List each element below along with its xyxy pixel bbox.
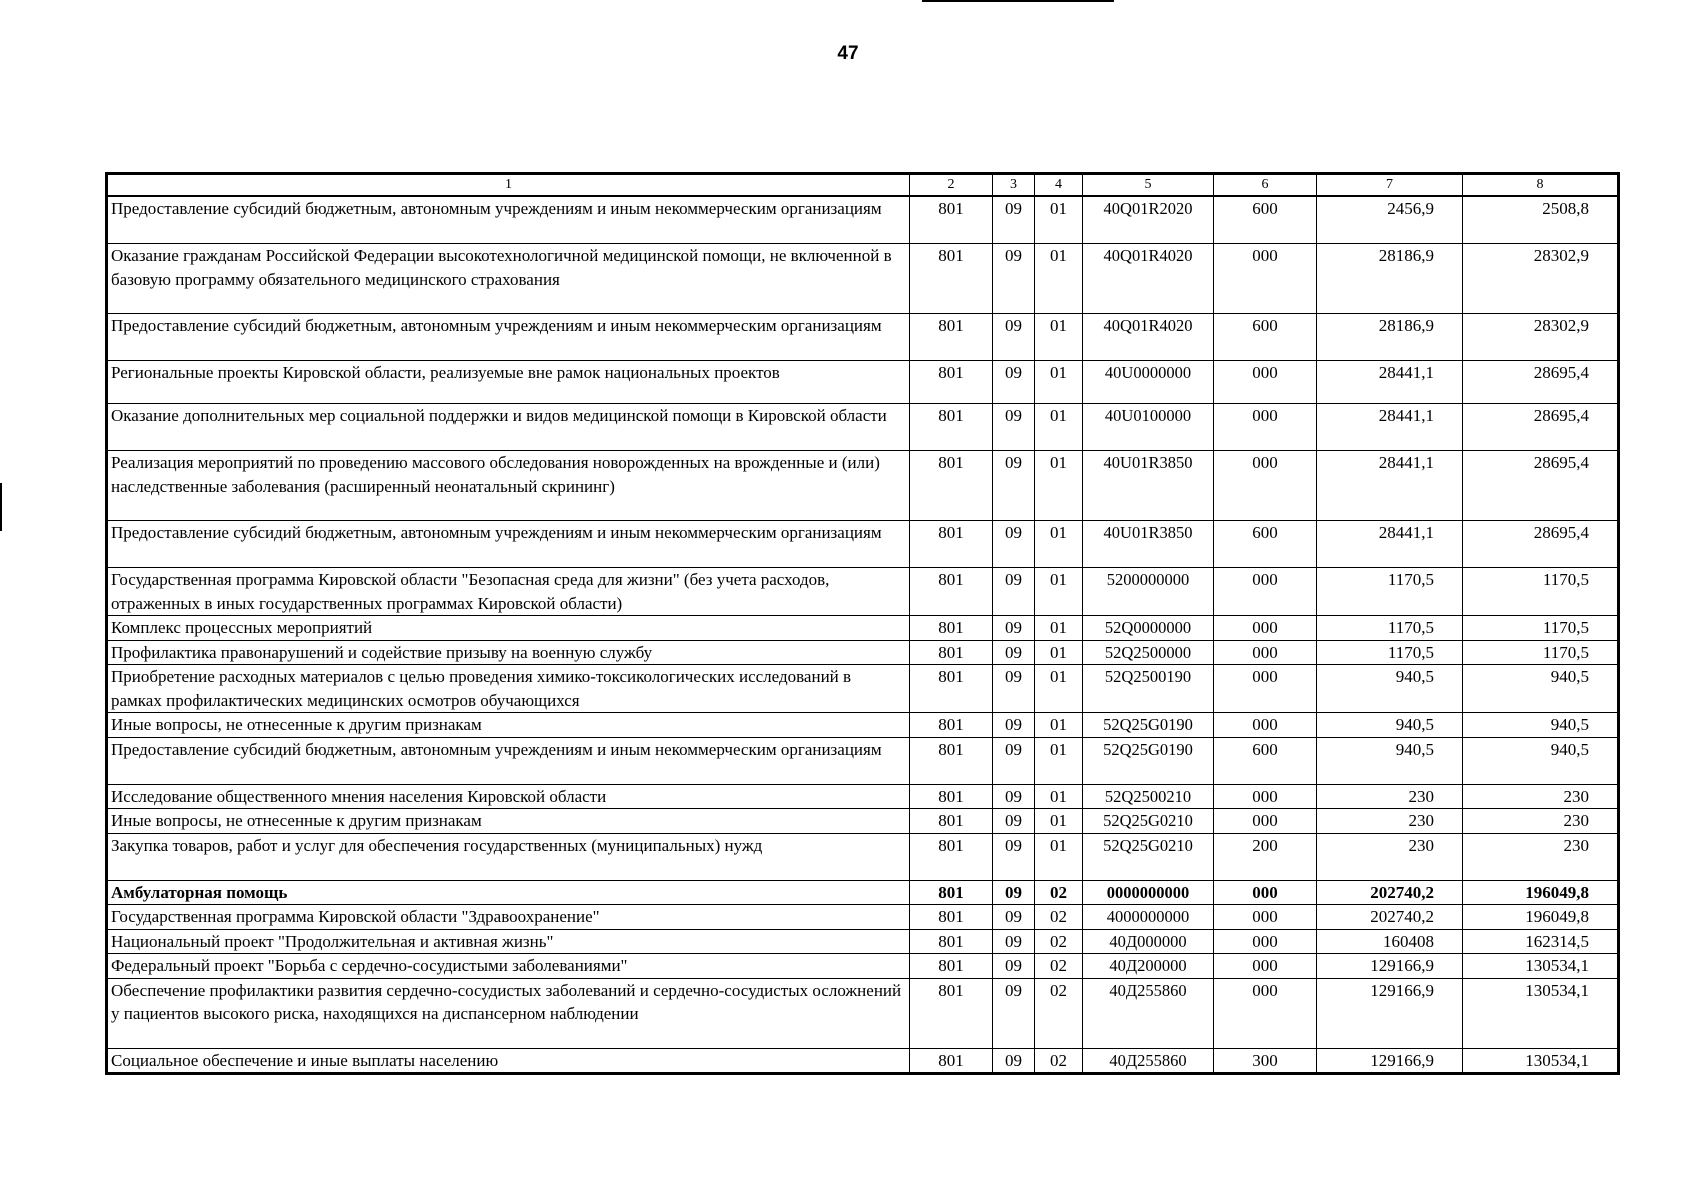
section-code-cell: 801 bbox=[910, 665, 993, 713]
division-code-cell: 09 bbox=[993, 616, 1035, 641]
amount-year1-cell: 1170,5 bbox=[1317, 568, 1463, 616]
top-rule bbox=[922, 0, 1114, 2]
table-row bbox=[107, 196, 1619, 244]
target-article-cell: 52Q2500190 bbox=[1083, 665, 1214, 713]
target-article-cell: 52Q25G0190 bbox=[1083, 737, 1214, 784]
row-name-cell: Предоставление субсидий бюджетным, автономным учреждениям и иным некоммерческим организациям bbox=[107, 521, 910, 568]
section-code-cell: 801 bbox=[910, 833, 993, 880]
division-code-cell: 09 bbox=[993, 521, 1035, 568]
division-code-cell: 09 bbox=[993, 929, 1035, 954]
section-code-cell: 801 bbox=[910, 713, 993, 738]
section-code-cell: 801 bbox=[910, 568, 993, 616]
division-code-cell: 09 bbox=[993, 1048, 1035, 1074]
row-name-cell: Региональные проекты Кировской области, реализуемые вне рамок национальных проектов bbox=[107, 361, 910, 404]
row-name-cell: Реализация мероприятий по проведению массового обследования новорожденных на врожденные и (или) наследственные заболевания (расширенный неонатальный скрининг) bbox=[107, 451, 910, 521]
table-row bbox=[107, 809, 1619, 834]
section-code-cell: 801 bbox=[910, 954, 993, 979]
section-code-cell: 801 bbox=[910, 521, 993, 568]
row-name-cell: Государственная программа Кировской области "Здравоохранение" bbox=[107, 905, 910, 930]
row-name-cell: Социальное обеспечение и иные выплаты населению bbox=[107, 1048, 910, 1074]
amount-year1-cell: 230 bbox=[1317, 784, 1463, 809]
target-article-cell: 52Q25G0190 bbox=[1083, 713, 1214, 738]
amount-year1-cell: 940,5 bbox=[1317, 713, 1463, 738]
section-code-cell: 801 bbox=[910, 784, 993, 809]
target-article-cell: 52Q25G0210 bbox=[1083, 833, 1214, 880]
table-row bbox=[107, 361, 1619, 404]
amount-year2-cell: 230 bbox=[1463, 809, 1619, 834]
section-code-cell: 801 bbox=[910, 361, 993, 404]
expense-type-cell: 000 bbox=[1214, 361, 1317, 404]
row-name-cell: Федеральный проект "Борьба с сердечно-сосудистыми заболеваниями" bbox=[107, 954, 910, 979]
target-article-cell: 4000000000 bbox=[1083, 905, 1214, 930]
amount-year1-cell: 28441,1 bbox=[1317, 451, 1463, 521]
subdivision-code-cell: 02 bbox=[1035, 978, 1083, 1048]
division-code-cell: 09 bbox=[993, 244, 1035, 314]
division-code-cell: 09 bbox=[993, 361, 1035, 404]
amount-year2-cell: 28695,4 bbox=[1463, 521, 1619, 568]
table-row bbox=[107, 954, 1619, 979]
amount-year1-cell: 160408 bbox=[1317, 929, 1463, 954]
amount-year1-cell: 28186,9 bbox=[1317, 244, 1463, 314]
row-name-cell: Предоставление субсидий бюджетным, автономным учреждениям и иным некоммерческим организациям bbox=[107, 314, 910, 361]
header-cell: 7 bbox=[1317, 174, 1463, 197]
subdivision-code-cell: 01 bbox=[1035, 451, 1083, 521]
subdivision-code-cell: 01 bbox=[1035, 784, 1083, 809]
row-name-cell: Комплекс процессных мероприятий bbox=[107, 616, 910, 641]
expense-type-cell: 000 bbox=[1214, 978, 1317, 1048]
expense-type-cell: 200 bbox=[1214, 833, 1317, 880]
target-article-cell: 5200000000 bbox=[1083, 568, 1214, 616]
row-name-cell: Иные вопросы, не отнесенные к другим признакам bbox=[107, 713, 910, 738]
expense-type-cell: 600 bbox=[1214, 314, 1317, 361]
subdivision-code-cell: 01 bbox=[1035, 196, 1083, 244]
header-row bbox=[107, 174, 1619, 197]
division-code-cell: 09 bbox=[993, 954, 1035, 979]
subdivision-code-cell: 02 bbox=[1035, 905, 1083, 930]
expense-type-cell: 000 bbox=[1214, 404, 1317, 451]
expense-type-cell: 000 bbox=[1214, 784, 1317, 809]
division-code-cell: 09 bbox=[993, 640, 1035, 665]
division-code-cell: 09 bbox=[993, 978, 1035, 1048]
section-code-cell: 801 bbox=[910, 244, 993, 314]
row-name-cell: Предоставление субсидий бюджетным, автономным учреждениям и иным некоммерческим организациям bbox=[107, 196, 910, 244]
header-cell: 3 bbox=[993, 174, 1035, 197]
table-row bbox=[107, 737, 1619, 784]
amount-year2-cell: 940,5 bbox=[1463, 737, 1619, 784]
section-code-cell: 801 bbox=[910, 1048, 993, 1074]
header-cell: 1 bbox=[107, 174, 910, 197]
division-code-cell: 09 bbox=[993, 665, 1035, 713]
expense-type-cell: 000 bbox=[1214, 880, 1317, 905]
division-code-cell: 09 bbox=[993, 809, 1035, 834]
division-code-cell: 09 bbox=[993, 880, 1035, 905]
amount-year2-cell: 28302,9 bbox=[1463, 244, 1619, 314]
division-code-cell: 09 bbox=[993, 314, 1035, 361]
target-article-cell: 40Q01R2020 bbox=[1083, 196, 1214, 244]
expense-type-cell: 000 bbox=[1214, 568, 1317, 616]
amount-year1-cell: 230 bbox=[1317, 833, 1463, 880]
amount-year2-cell: 230 bbox=[1463, 833, 1619, 880]
section-code-cell: 801 bbox=[910, 737, 993, 784]
subdivision-code-cell: 02 bbox=[1035, 1048, 1083, 1074]
expense-type-cell: 000 bbox=[1214, 451, 1317, 521]
expense-type-cell: 600 bbox=[1214, 521, 1317, 568]
section-code-cell: 801 bbox=[910, 880, 993, 905]
subdivision-code-cell: 01 bbox=[1035, 314, 1083, 361]
division-code-cell: 09 bbox=[993, 196, 1035, 244]
amount-year1-cell: 940,5 bbox=[1317, 665, 1463, 713]
table-row bbox=[107, 665, 1619, 713]
table-row bbox=[107, 451, 1619, 521]
row-name-cell: Амбулаторная помощь bbox=[107, 880, 910, 905]
section-code-cell: 801 bbox=[910, 809, 993, 834]
target-article-cell: 40U0000000 bbox=[1083, 361, 1214, 404]
subdivision-code-cell: 01 bbox=[1035, 665, 1083, 713]
budget-table bbox=[105, 172, 1620, 1075]
amount-year1-cell: 230 bbox=[1317, 809, 1463, 834]
target-article-cell: 40Д255860 bbox=[1083, 978, 1214, 1048]
table-row bbox=[107, 244, 1619, 314]
row-name-cell: Оказание гражданам Российской Федерации высокотехнологичной медицинской помощи, не включенной в базовую программу обязательного медицинского страхования bbox=[107, 244, 910, 314]
amount-year1-cell: 28441,1 bbox=[1317, 404, 1463, 451]
division-code-cell: 09 bbox=[993, 784, 1035, 809]
division-code-cell: 09 bbox=[993, 905, 1035, 930]
table-row bbox=[107, 833, 1619, 880]
amount-year1-cell: 129166,9 bbox=[1317, 1048, 1463, 1074]
expense-type-cell: 000 bbox=[1214, 929, 1317, 954]
target-article-cell: 40Д200000 bbox=[1083, 954, 1214, 979]
expense-type-cell: 000 bbox=[1214, 665, 1317, 713]
header-cell: 6 bbox=[1214, 174, 1317, 197]
section-code-cell: 801 bbox=[910, 640, 993, 665]
amount-year1-cell: 129166,9 bbox=[1317, 978, 1463, 1048]
target-article-cell: 40U0100000 bbox=[1083, 404, 1214, 451]
section-code-cell: 801 bbox=[910, 451, 993, 521]
amount-year1-cell: 28441,1 bbox=[1317, 521, 1463, 568]
amount-year1-cell: 940,5 bbox=[1317, 737, 1463, 784]
page-number: 47 bbox=[837, 43, 859, 64]
target-article-cell: 40Q01R4020 bbox=[1083, 314, 1214, 361]
target-article-cell: 52Q2500000 bbox=[1083, 640, 1214, 665]
section-code-cell: 801 bbox=[910, 314, 993, 361]
expense-type-cell: 000 bbox=[1214, 640, 1317, 665]
subdivision-code-cell: 01 bbox=[1035, 568, 1083, 616]
division-code-cell: 09 bbox=[993, 737, 1035, 784]
table-row bbox=[107, 521, 1619, 568]
amount-year1-cell: 28186,9 bbox=[1317, 314, 1463, 361]
target-article-cell: 40Q01R4020 bbox=[1083, 244, 1214, 314]
amount-year2-cell: 130534,1 bbox=[1463, 954, 1619, 979]
table-row bbox=[107, 568, 1619, 616]
table-row bbox=[107, 404, 1619, 451]
expense-type-cell: 000 bbox=[1214, 244, 1317, 314]
subdivision-code-cell: 01 bbox=[1035, 713, 1083, 738]
expense-type-cell: 000 bbox=[1214, 616, 1317, 641]
table-row bbox=[107, 713, 1619, 738]
amount-year2-cell: 940,5 bbox=[1463, 713, 1619, 738]
target-article-cell: 40Д255860 bbox=[1083, 1048, 1214, 1074]
expense-type-cell: 300 bbox=[1214, 1048, 1317, 1074]
amount-year2-cell: 2508,8 bbox=[1463, 196, 1619, 244]
expense-type-cell: 000 bbox=[1214, 809, 1317, 834]
row-name-cell: Иные вопросы, не отнесенные к другим признакам bbox=[107, 809, 910, 834]
amount-year2-cell: 940,5 bbox=[1463, 665, 1619, 713]
table-row bbox=[107, 905, 1619, 930]
subdivision-code-cell: 01 bbox=[1035, 404, 1083, 451]
amount-year1-cell: 1170,5 bbox=[1317, 616, 1463, 641]
amount-year1-cell: 202740,2 bbox=[1317, 880, 1463, 905]
table-row bbox=[107, 978, 1619, 1048]
subdivision-code-cell: 01 bbox=[1035, 640, 1083, 665]
header-cell: 4 bbox=[1035, 174, 1083, 197]
section-code-cell: 801 bbox=[910, 929, 993, 954]
row-name-cell: Исследование общественного мнения населения Кировской области bbox=[107, 784, 910, 809]
row-name-cell: Оказание дополнительных мер социальной поддержки и видов медицинской помощи в Кировской области bbox=[107, 404, 910, 451]
subdivision-code-cell: 01 bbox=[1035, 244, 1083, 314]
edge-mark bbox=[0, 483, 2, 531]
amount-year1-cell: 129166,9 bbox=[1317, 954, 1463, 979]
table-row bbox=[107, 616, 1619, 641]
subdivision-code-cell: 01 bbox=[1035, 616, 1083, 641]
amount-year1-cell: 1170,5 bbox=[1317, 640, 1463, 665]
table-row bbox=[107, 314, 1619, 361]
target-article-cell: 40U01R3850 bbox=[1083, 451, 1214, 521]
subdivision-code-cell: 01 bbox=[1035, 833, 1083, 880]
subdivision-code-cell: 01 bbox=[1035, 809, 1083, 834]
expense-type-cell: 000 bbox=[1214, 954, 1317, 979]
amount-year2-cell: 162314,5 bbox=[1463, 929, 1619, 954]
amount-year2-cell: 130534,1 bbox=[1463, 1048, 1619, 1074]
row-name-cell: Предоставление субсидий бюджетным, автономным учреждениям и иным некоммерческим организациям bbox=[107, 737, 910, 784]
table-row bbox=[107, 929, 1619, 954]
amount-year2-cell: 28695,4 bbox=[1463, 404, 1619, 451]
expense-type-cell: 600 bbox=[1214, 737, 1317, 784]
row-name-cell: Обеспечение профилактики развития сердечно-сосудистых заболеваний и сердечно-сосудистых осложнений у пациентов высокого риска, находящихся на диспансерном наблюдении bbox=[107, 978, 910, 1048]
amount-year2-cell: 130534,1 bbox=[1463, 978, 1619, 1048]
amount-year1-cell: 202740,2 bbox=[1317, 905, 1463, 930]
subdivision-code-cell: 02 bbox=[1035, 880, 1083, 905]
table-row bbox=[107, 640, 1619, 665]
header-cell: 5 bbox=[1083, 174, 1214, 197]
header-cell: 2 bbox=[910, 174, 993, 197]
amount-year2-cell: 1170,5 bbox=[1463, 640, 1619, 665]
amount-year1-cell: 28441,1 bbox=[1317, 361, 1463, 404]
amount-year2-cell: 1170,5 bbox=[1463, 616, 1619, 641]
amount-year2-cell: 28302,9 bbox=[1463, 314, 1619, 361]
amount-year2-cell: 1170,5 bbox=[1463, 568, 1619, 616]
subdivision-code-cell: 02 bbox=[1035, 929, 1083, 954]
expense-type-cell: 600 bbox=[1214, 196, 1317, 244]
amount-year2-cell: 28695,4 bbox=[1463, 361, 1619, 404]
section-code-cell: 801 bbox=[910, 905, 993, 930]
subdivision-code-cell: 01 bbox=[1035, 737, 1083, 784]
target-article-cell: 0000000000 bbox=[1083, 880, 1214, 905]
target-article-cell: 40U01R3850 bbox=[1083, 521, 1214, 568]
row-name-cell: Закупка товаров, работ и услуг для обеспечения государственных (муниципальных) нужд bbox=[107, 833, 910, 880]
amount-year2-cell: 196049,8 bbox=[1463, 880, 1619, 905]
row-name-cell: Государственная программа Кировской области "Безопасная среда для жизни" (без учета расходов, отраженных в иных государственных программах Кировской области) bbox=[107, 568, 910, 616]
section-code-cell: 801 bbox=[910, 616, 993, 641]
subdivision-code-cell: 02 bbox=[1035, 954, 1083, 979]
row-name-cell: Национальный проект "Продолжительная и активная жизнь" bbox=[107, 929, 910, 954]
section-code-cell: 801 bbox=[910, 196, 993, 244]
target-article-cell: 52Q0000000 bbox=[1083, 616, 1214, 641]
header-cell: 8 bbox=[1463, 174, 1619, 197]
division-code-cell: 09 bbox=[993, 833, 1035, 880]
division-code-cell: 09 bbox=[993, 568, 1035, 616]
section-code-cell: 801 bbox=[910, 978, 993, 1048]
table-row bbox=[107, 1048, 1619, 1074]
section-code-cell: 801 bbox=[910, 404, 993, 451]
division-code-cell: 09 bbox=[993, 404, 1035, 451]
target-article-cell: 52Q25G0210 bbox=[1083, 809, 1214, 834]
row-name-cell: Профилактика правонарушений и содействие призыву на военную службу bbox=[107, 640, 910, 665]
amount-year2-cell: 28695,4 bbox=[1463, 451, 1619, 521]
expense-type-cell: 000 bbox=[1214, 905, 1317, 930]
subdivision-code-cell: 01 bbox=[1035, 361, 1083, 404]
division-code-cell: 09 bbox=[993, 713, 1035, 738]
subdivision-code-cell: 01 bbox=[1035, 521, 1083, 568]
expense-type-cell: 000 bbox=[1214, 713, 1317, 738]
amount-year2-cell: 196049,8 bbox=[1463, 905, 1619, 930]
table-row bbox=[107, 784, 1619, 809]
amount-year1-cell: 2456,9 bbox=[1317, 196, 1463, 244]
amount-year2-cell: 230 bbox=[1463, 784, 1619, 809]
target-article-cell: 52Q2500210 bbox=[1083, 784, 1214, 809]
table-row bbox=[107, 880, 1619, 905]
division-code-cell: 09 bbox=[993, 451, 1035, 521]
target-article-cell: 40Д000000 bbox=[1083, 929, 1214, 954]
row-name-cell: Приобретение расходных материалов с целью проведения химико-токсикологических исследований в рамках профилактических медицинских осмотров обучающихся bbox=[107, 665, 910, 713]
